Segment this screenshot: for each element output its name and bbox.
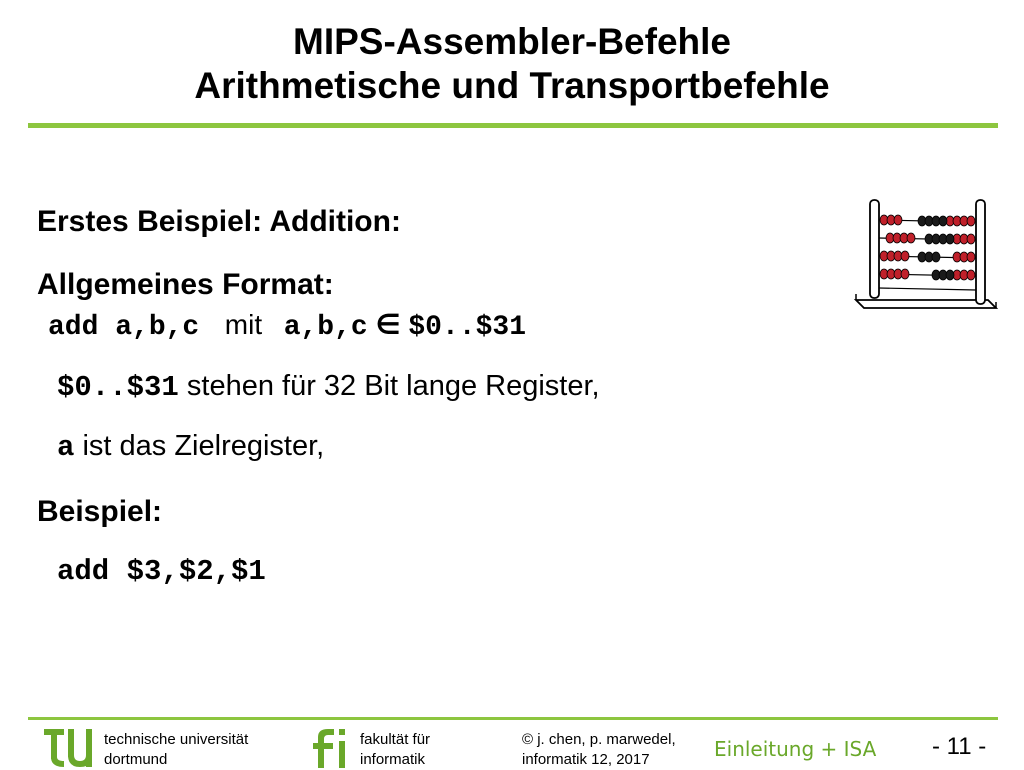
abacus-illustration [850,190,1000,320]
slide-title [0,20,1024,108]
topic-label: Einleitung + ISA [714,737,877,761]
copyright-line-1: © j. chen, p. marwedel, [522,731,676,748]
fi-logo [312,727,352,768]
footer-divider [28,717,998,720]
title-divider [28,123,998,128]
register-text: stehen für 32 Bit lange Register, [186,370,600,402]
heading-example: Erstes Beispiel: Addition: [37,205,401,238]
university-name [104,730,248,770]
faculty-name [360,730,430,770]
register-line [57,370,600,404]
heading-format: Allgemeines Format: [37,268,334,301]
format-mit: mit [224,309,263,340]
faculty-line-1: fakultät für [360,731,431,748]
title-line-2: Arithmetische und Transportbefehle [194,65,830,106]
register-code: $0..$31 [57,371,179,404]
copyright [522,730,676,770]
format-range: $0..$31 [408,312,526,343]
university-line-1: technische universität [104,731,249,748]
copyright-line-2: informatik 12, 2017 [522,751,650,768]
format-code: add a,b,c [48,312,200,343]
heading-beispiel: Beispiel: [37,495,163,528]
tu-logo [44,727,94,768]
element-of-symbol: ∈ [375,308,401,341]
dest-code: a [57,431,75,464]
dest-text: ist das Zielregister, [82,430,325,462]
university-line-2: dortmund [104,751,168,768]
faculty-line-2: informatik [360,751,426,768]
example-code: add $3,$2,$1 [57,555,266,588]
title-line-1: MIPS-Assembler-Befehle [293,21,731,62]
format-line [48,308,526,343]
dest-line [57,430,324,464]
page-number: - 11 - [932,733,987,760]
format-operands: a,b,c [283,312,368,343]
